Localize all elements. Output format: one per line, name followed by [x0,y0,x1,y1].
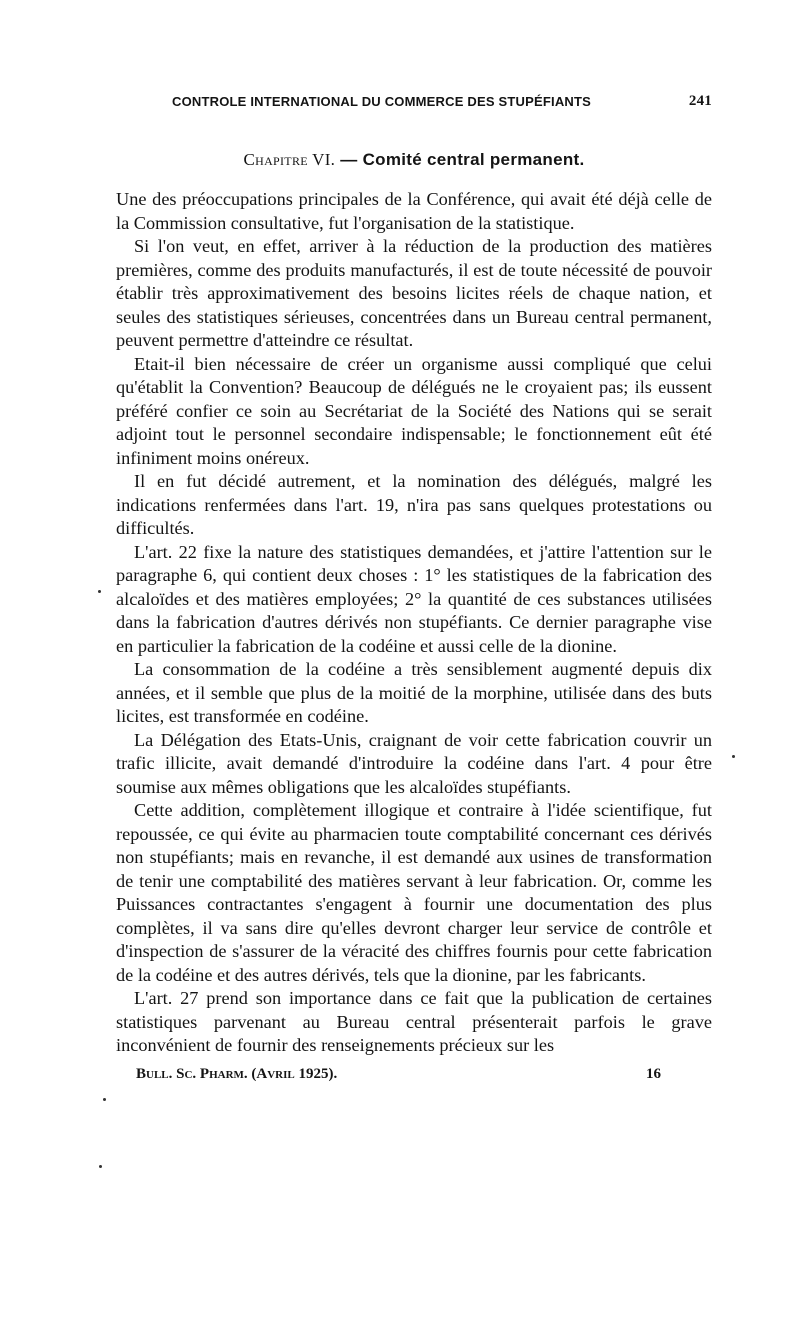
body-text [116,188,712,1058]
paragraph: Si l'on veut, en effet, arriver à la réduction de la production des matières premières, comme des produits manufacturés, il est de toute nécessité de pouvoir établir très approximativement des besoins licites réels de chaque nation, et seules des statistiques sérieuses, concentrées dans un Bureau central permanent, peuvent permettre d'atteindre ce résultat. [116,236,712,350]
chapter-heading [116,150,712,170]
paragraph: Cette addition, complètement illogique et contraire à l'idée scientifique, fut repoussée, ce qui évite au pharmacien toute comptabilité concernant ces dérivés non stupéfiants; mais en revanche, il est demandé aux usines de transformation de tenir une comptabilité des matières servant à leur fabrication. Or, comme les Puissances contractantes s'engagent à fournir une documentation des plus complètes, il va sans dire qu'elles devront charger leur service de contrôle et d'inspection de s'assurer de la véracité des chiffres fournis pour cette fabrication de la codéine et des autres dérivés, tels que la dionine, par les fabricants. [116,800,712,985]
page-number: 241 [688,93,712,109]
running-header [116,88,712,114]
chapter-title: — Comité central permanent. [335,150,585,169]
paragraph: Il en fut décidé autrement, et la nomination des délégués, malgré les indications renfermées dans l'art. 19, n'ira pas sans quelques protestations ou difficultés. [116,471,712,538]
running-title: CONTROLE INTERNATIONAL DU COMMERCE DES STUPÉFIANTS [172,94,592,109]
scan-speck [98,590,101,593]
page-footer [116,1066,712,1090]
signature-mark: 16 [646,1065,661,1082]
paragraph: L'art. 22 fixe la nature des statistiques demandées, et j'attire l'attention sur le paragraphe 6, qui contient deux choses : 1° les statistiques de la fabrication des alcaloïdes et des matières employées; 2° la quantité de ces substances utilisées dans la fabrication d'autres dérivés non stupéfiants. Ce dernier paragraphe vise en particulier la fabrication de la codéine et aussi celle de la dionine. [116,541,712,656]
paragraph: L'art. 27 prend son importance dans ce fait que la publication de certaines statistiques parvenant au Bureau central présenterait parfois le grave inconvénient de fournir des renseignements précieux sur les [116,988,712,1055]
journal-reference: Bull. Sc. Pharm. (Avril 1925). [136,1065,338,1082]
paragraph: La Délégation des Etats-Unis, craignant de voir cette fabrication couvrir un trafic illicite, avait demandé d'introduire la codéine dans l'art. 4 pour être soumise aux mêmes obligations que les alcaloïdes stupéfiants. [116,729,712,797]
scan-speck [103,1098,106,1101]
scan-speck [732,755,735,758]
document-page [116,88,712,1090]
scan-speck [99,1165,102,1168]
paragraph: Une des préoccupations principales de la Conférence, qui avait été déjà celle de la Commission consultative, fut l'organisation de la statistique. [116,189,712,233]
paragraph: La consommation de la codéine a très sensiblement augmenté depuis dix années, et il semble que plus de la moitié de la morphine, utilisée dans des buts licites, est transformée en codéine. [116,659,712,726]
chapter-label: Chapitre VI. [243,150,336,169]
paragraph: Etait-il bien nécessaire de créer un organisme aussi compliqué que celui qu'établit la Convention? Beaucoup de délégués ne le croyaient pas; ils eussent préféré confier ce soin au Secrétariat de la Société des Nations qui se serait adjoint tout le personnel secondaire indispensable; le fonctionnement eût été infiniment moins onéreux. [116,353,712,468]
